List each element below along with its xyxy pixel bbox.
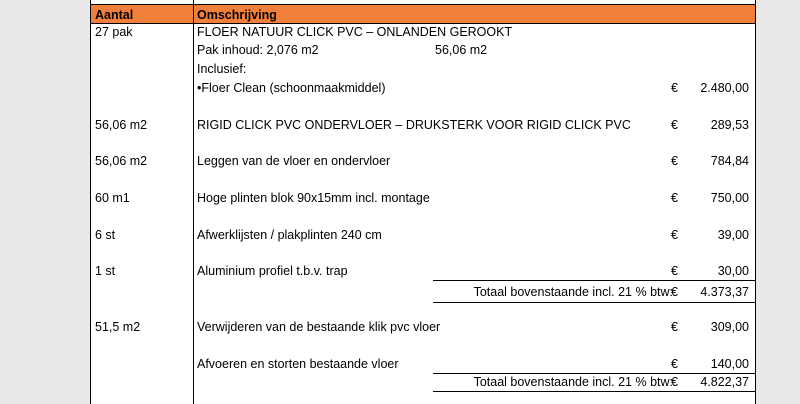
item-description: Afvoeren en storten bestaande vloer [197, 357, 399, 371]
item-amount: 750,00 [710, 191, 749, 205]
item-description: Afwerklijsten / plakplinten 240 cm [197, 228, 382, 242]
subtotal-rule [433, 391, 755, 392]
currency-symbol: € [671, 285, 678, 299]
item-qty: 56,06 m2 [95, 154, 148, 168]
subtotal-amount: 4.373,37 [700, 285, 749, 299]
currency-symbol: € [671, 320, 678, 334]
subtotal-label: Totaal bovenstaande incl. 21 % btw: [473, 285, 673, 299]
item-pack-content: Pak inhoud: 2,076 m2 [197, 43, 319, 57]
item-qty: 60 m1 [95, 191, 130, 205]
item-clean: •Floer Clean (schoonmaakmiddel) [197, 81, 386, 95]
subtotal-rule [433, 280, 755, 281]
item-description: Aluminium profiel t.b.v. trap [197, 264, 348, 278]
item-qty: 1 st [95, 264, 116, 278]
item-amount: 140,00 [710, 357, 749, 371]
item-amount: 30,00 [717, 264, 749, 278]
currency-symbol: € [671, 81, 678, 95]
item-area: 56,06 m2 [435, 43, 488, 57]
item-description: Hoge plinten blok 90x15mm incl. montage [197, 191, 430, 205]
currency-symbol: € [671, 357, 678, 371]
item-description: FLOER NATUUR CLICK PVC – ONLANDEN GEROOKT [197, 25, 513, 39]
currency-symbol: € [671, 228, 678, 242]
item-amount: 39,00 [717, 228, 749, 242]
subtotal-rule [433, 302, 755, 303]
currency-symbol: € [671, 375, 678, 389]
item-qty: 6 st [95, 228, 116, 242]
item-amount: 2.480,00 [700, 81, 749, 95]
item-qty: 56,06 m2 [95, 118, 148, 132]
subtotal-amount: 4.822,37 [700, 375, 749, 389]
item-description: RIGID CLICK PVC ONDERVLOER – DRUKSTERK VOOR RIGID CLICK PVC [197, 118, 631, 132]
table-header [91, 4, 755, 24]
item-amount: 309,00 [710, 320, 749, 334]
currency-symbol: € [671, 154, 678, 168]
header-qty: Aantal [95, 8, 134, 22]
item-amount: 289,53 [710, 118, 749, 132]
item-amount: 784,84 [710, 154, 749, 168]
currency-symbol: € [671, 191, 678, 205]
item-description: Verwijderen van de bestaande klik pvc vloer [197, 320, 441, 334]
column-divider [193, 0, 194, 404]
currency-symbol: € [671, 264, 678, 278]
header-description: Omschrijving [197, 8, 277, 22]
item-description: Leggen van de vloer en ondervloer [197, 154, 391, 168]
item-inclusive: Inclusief: [197, 62, 247, 76]
item-qty: 51,5 m2 [95, 320, 141, 334]
item-qty: 27 pak [95, 25, 133, 39]
subtotal-label: Totaal bovenstaande incl. 21 % btw: [473, 375, 673, 389]
quote-table [90, 0, 756, 404]
currency-symbol: € [671, 118, 678, 132]
